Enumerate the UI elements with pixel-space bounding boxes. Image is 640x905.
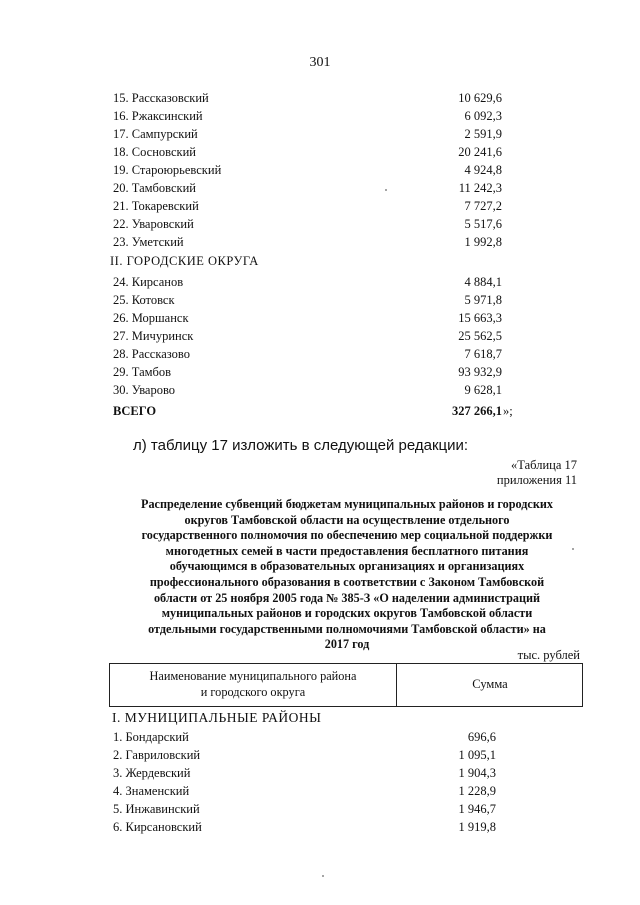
district-name: 18. Сосновский	[113, 145, 196, 159]
table-row	[0, 127, 640, 145]
district-name: 24. Кирсанов	[113, 275, 184, 289]
table-header-name-column	[112, 668, 394, 700]
table-row	[0, 748, 640, 766]
district-value: 20 241,6	[458, 145, 502, 159]
section-heading-city-districts: II. ГОРОДСКИЕ ОКРУГА	[110, 254, 259, 268]
district-name: 25. Котовск	[113, 293, 175, 307]
total-value: 327 266,1	[452, 404, 502, 418]
section-heading-municipal-districts: I. МУНИЦИПАЛЬНЫЕ РАЙОНЫ	[112, 710, 322, 725]
table-row	[0, 145, 640, 163]
district-name: 15. Рассказовский	[113, 91, 209, 105]
district-name: 2. Гавриловский	[113, 748, 201, 762]
district-value: 7 727,2	[464, 199, 502, 213]
title-line: 2017 год	[324, 637, 370, 652]
scan-speck	[322, 875, 324, 877]
district-name: 26. Моршанск	[113, 311, 189, 325]
table-row	[0, 347, 640, 365]
district-value: 7 618,7	[464, 347, 502, 361]
district-name: 4. Знаменский	[113, 784, 190, 798]
table-row	[0, 820, 640, 838]
district-value: 1 992,8	[464, 235, 502, 249]
district-value: 11 242,3	[458, 181, 502, 195]
district-value: 25 562,5	[458, 329, 502, 343]
district-value: 2 591,9	[464, 127, 502, 141]
district-name: 22. Уваровский	[113, 217, 194, 231]
district-value: 9 628,1	[464, 383, 502, 397]
scan-speck	[385, 189, 387, 191]
table-row	[0, 766, 640, 784]
table-row	[0, 235, 640, 253]
title-line: многодетных семей в части предоставления бесплатного питания	[165, 543, 529, 558]
district-value: 93 932,9	[458, 365, 502, 379]
header-line: Наименование муниципального района	[149, 669, 357, 683]
table-row	[0, 181, 640, 199]
district-name: 1. Бондарский	[113, 730, 189, 744]
title-line: округов Тамбовской области на осуществление отдельного	[184, 512, 510, 527]
table-reference-line1: «Таблица 17	[511, 458, 577, 472]
district-value: 1 946,7	[458, 802, 496, 816]
district-value: 10 629,6	[458, 91, 502, 105]
district-value: 4 924,8	[464, 163, 502, 177]
title-line: области от 25 ноября 2005 года № 385-З «О наделении администраций	[153, 590, 541, 605]
table-row	[0, 275, 640, 293]
table-row	[0, 383, 640, 401]
district-name: 3. Жердевский	[113, 766, 191, 780]
title-line: муниципальных районов и городских округов Тамбовской области	[161, 606, 533, 621]
district-name: 23. Уметский	[113, 235, 184, 249]
table-row	[0, 163, 640, 181]
district-value: 5 517,6	[464, 217, 502, 231]
table-row	[0, 109, 640, 127]
table-reference-line2: приложения 11	[496, 473, 577, 487]
instruction-text: л) таблицу 17 изложить в следующей редакции:	[133, 437, 469, 454]
total-suffix: »;	[503, 404, 513, 418]
district-value: 15 663,3	[458, 311, 502, 325]
title-line: отдельными государственными полномочиями Тамбовской области» на	[148, 621, 546, 636]
table-row	[0, 311, 640, 329]
table-row	[0, 329, 640, 347]
page-number: 301	[309, 55, 331, 70]
header-line: и городского округа	[200, 685, 306, 699]
table-row	[0, 217, 640, 235]
district-name: 5. Инжавинский	[113, 802, 200, 816]
scan-speck	[572, 548, 574, 550]
district-value: 1 095,1	[458, 748, 496, 762]
table-header-divider	[396, 663, 397, 707]
table-row	[0, 730, 640, 748]
district-value: 4 884,1	[464, 275, 502, 289]
total-row	[0, 404, 640, 422]
district-name: 16. Ржаксинский	[113, 109, 203, 123]
district-name: 20. Тамбовский	[113, 181, 196, 195]
table-row	[0, 784, 640, 802]
title-line: профессионального образования в соответствии с Законом Тамбовской	[149, 574, 545, 589]
total-label: ВСЕГО	[113, 404, 157, 418]
district-name: 30. Уварово	[113, 383, 176, 397]
table-row	[0, 365, 640, 383]
title-line: Распределение субвенций бюджетам муниципальных районов и городских	[141, 497, 553, 511]
district-name: 21. Токаревский	[113, 199, 199, 213]
district-name: 28. Рассказово	[113, 347, 190, 361]
district-value: 5 971,8	[464, 293, 502, 307]
district-value: 696,6	[467, 730, 496, 744]
table-row	[0, 199, 640, 217]
title-line: государственного полномочия по обеспечению мер социальной поддержки	[141, 528, 553, 543]
table-title	[110, 497, 584, 653]
district-name: 17. Сампурский	[113, 127, 198, 141]
table-header-sum-column: Сумма	[472, 677, 508, 691]
district-name: 19. Староюрьевский	[113, 163, 222, 177]
district-value: 1 228,9	[458, 784, 496, 798]
title-line: обучающимся в образовательных организациях и организациях	[169, 559, 525, 574]
table-row	[0, 802, 640, 820]
units-label: тыс. рублей	[517, 648, 580, 662]
district-value: 6 092,3	[464, 109, 502, 123]
district-value: 1 904,3	[458, 766, 496, 780]
district-name: 6. Кирсановский	[113, 820, 202, 834]
district-value: 1 919,8	[458, 820, 496, 834]
table-row	[0, 293, 640, 311]
district-name: 29. Тамбов	[113, 365, 172, 379]
district-name: 27. Мичуринск	[113, 329, 194, 343]
table-row	[0, 91, 640, 109]
